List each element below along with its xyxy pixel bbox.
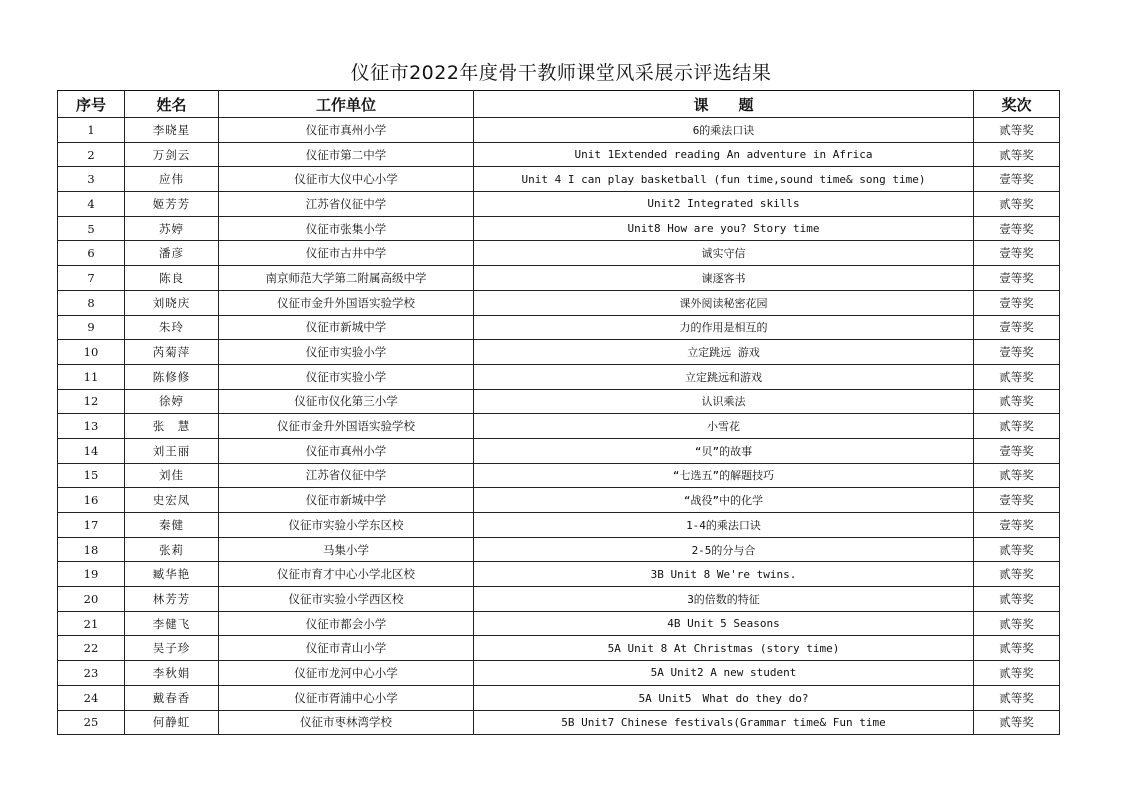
- cell-course: 5B Unit7 Chinese festivals(Grammar time& Fun time: [474, 710, 974, 735]
- cell-award: 壹等奖: [974, 216, 1060, 241]
- cell-award: 壹等奖: [974, 488, 1060, 513]
- cell-index: 18: [58, 537, 125, 562]
- cell-name: 吴子珍: [125, 636, 219, 661]
- table-row: [58, 562, 1060, 587]
- header-name: 姓名: [125, 91, 219, 118]
- cell-name: 刘晓庆: [125, 290, 219, 315]
- cell-name: 张莉: [125, 537, 219, 562]
- cell-award: 贰等奖: [974, 562, 1060, 587]
- cell-name: 刘佳: [125, 463, 219, 488]
- table-row: [58, 611, 1060, 636]
- cell-award: 贰等奖: [974, 636, 1060, 661]
- cell-award: 贰等奖: [974, 142, 1060, 167]
- cell-award: 贰等奖: [974, 192, 1060, 217]
- cell-name: 李晓星: [125, 118, 219, 143]
- cell-award: 贰等奖: [974, 611, 1060, 636]
- cell-unit: 仪征市新城中学: [219, 488, 474, 513]
- cell-index: 5: [58, 216, 125, 241]
- cell-course: 5A Unit2 A new student: [474, 661, 974, 686]
- table-row: [58, 537, 1060, 562]
- cell-unit: 仪征市枣林湾学校: [219, 710, 474, 735]
- cell-index: 16: [58, 488, 125, 513]
- cell-course: 认识乘法: [474, 389, 974, 414]
- cell-unit: 仪征市第二中学: [219, 142, 474, 167]
- table-row: [58, 587, 1060, 612]
- cell-index: 6: [58, 241, 125, 266]
- cell-course: 5A Unit5 What do they do?: [474, 685, 974, 710]
- cell-course: “七选五”的解题技巧: [474, 463, 974, 488]
- header-unit: 工作单位: [219, 91, 474, 118]
- cell-index: 12: [58, 389, 125, 414]
- cell-name: 张 慧: [125, 414, 219, 439]
- document-title: 仪征市2022年度骨干教师课堂风采展示评选结果: [350, 62, 772, 84]
- cell-course: 2-5的分与合: [474, 537, 974, 562]
- table-row: [58, 364, 1060, 389]
- cell-name: 林芳芳: [125, 587, 219, 612]
- table-row: [58, 463, 1060, 488]
- cell-award: 贰等奖: [974, 661, 1060, 686]
- cell-name: 刘王丽: [125, 438, 219, 463]
- cell-award: 壹等奖: [974, 241, 1060, 266]
- cell-name: 陈良: [125, 266, 219, 291]
- cell-award: 贰等奖: [974, 587, 1060, 612]
- cell-index: 1: [58, 118, 125, 143]
- cell-index: 19: [58, 562, 125, 587]
- cell-unit: 仪征市金升外国语实验学校: [219, 414, 474, 439]
- cell-award: 贰等奖: [974, 414, 1060, 439]
- header-row: [58, 91, 1060, 118]
- cell-course: 课外阅读秘密花园: [474, 290, 974, 315]
- cell-unit: 仪征市胥浦中心小学: [219, 685, 474, 710]
- cell-name: 何静虹: [125, 710, 219, 735]
- cell-index: 15: [58, 463, 125, 488]
- cell-index: 2: [58, 142, 125, 167]
- cell-course: 3B Unit 8 We're twins.: [474, 562, 974, 587]
- cell-award: 壹等奖: [974, 340, 1060, 365]
- cell-name: 徐婷: [125, 389, 219, 414]
- cell-name: 戴春香: [125, 685, 219, 710]
- cell-unit: 仪征市真州小学: [219, 438, 474, 463]
- table-row: [58, 241, 1060, 266]
- table-row: [58, 118, 1060, 143]
- table-row: [58, 710, 1060, 735]
- cell-course: 4B Unit 5 Seasons: [474, 611, 974, 636]
- cell-course: Unit 4 I can play basketball (fun time,sound time& song time): [474, 167, 974, 192]
- cell-name: 姬芳芳: [125, 192, 219, 217]
- cell-course: Unit8 How are you? Story time: [474, 216, 974, 241]
- cell-name: 李健飞: [125, 611, 219, 636]
- cell-name: 陈修修: [125, 364, 219, 389]
- table-row: [58, 488, 1060, 513]
- cell-name: 李秋娟: [125, 661, 219, 686]
- cell-index: 10: [58, 340, 125, 365]
- cell-name: 史宏凤: [125, 488, 219, 513]
- cell-course: “贝”的故事: [474, 438, 974, 463]
- cell-course: 立定跳远 游戏: [474, 340, 974, 365]
- cell-unit: 江苏省仪征中学: [219, 463, 474, 488]
- results-table: [57, 90, 1060, 735]
- cell-course: 谏逐客书: [474, 266, 974, 291]
- cell-unit: 仪征市龙河中心小学: [219, 661, 474, 686]
- cell-unit: 江苏省仪征中学: [219, 192, 474, 217]
- cell-index: 17: [58, 513, 125, 538]
- cell-unit: 仪征市真州小学: [219, 118, 474, 143]
- cell-award: 贰等奖: [974, 463, 1060, 488]
- cell-unit: 仪征市都会小学: [219, 611, 474, 636]
- table-row: [58, 340, 1060, 365]
- cell-name: 芮菊萍: [125, 340, 219, 365]
- header-index: 序号: [58, 91, 125, 118]
- table-row: [58, 216, 1060, 241]
- cell-course: 1-4的乘法口诀: [474, 513, 974, 538]
- cell-course: 立定跳远和游戏: [474, 364, 974, 389]
- cell-name: 朱玲: [125, 315, 219, 340]
- cell-unit: 仪征市青山小学: [219, 636, 474, 661]
- cell-award: 壹等奖: [974, 167, 1060, 192]
- table-row: [58, 636, 1060, 661]
- table-row: [58, 142, 1060, 167]
- cell-unit: 仪征市育才中心小学北区校: [219, 562, 474, 587]
- cell-award: 贰等奖: [974, 118, 1060, 143]
- cell-index: 3: [58, 167, 125, 192]
- cell-course: 小雪花: [474, 414, 974, 439]
- cell-award: 贰等奖: [974, 389, 1060, 414]
- cell-unit: 仪征市实验小学: [219, 340, 474, 365]
- cell-index: 7: [58, 266, 125, 291]
- cell-course: 力的作用是相互的: [474, 315, 974, 340]
- cell-index: 8: [58, 290, 125, 315]
- table-row: [58, 167, 1060, 192]
- cell-index: 25: [58, 710, 125, 735]
- cell-course: “战役”中的化学: [474, 488, 974, 513]
- cell-course: 诚实守信: [474, 241, 974, 266]
- cell-index: 14: [58, 438, 125, 463]
- cell-unit: 仪征市仪化第三小学: [219, 389, 474, 414]
- cell-unit: 仪征市实验小学: [219, 364, 474, 389]
- cell-award: 贰等奖: [974, 685, 1060, 710]
- cell-name: 秦健: [125, 513, 219, 538]
- cell-index: 21: [58, 611, 125, 636]
- cell-unit: 仪征市新城中学: [219, 315, 474, 340]
- table-row: [58, 661, 1060, 686]
- cell-unit: 仪征市实验小学西区校: [219, 587, 474, 612]
- table-row: [58, 192, 1060, 217]
- table-row: [58, 315, 1060, 340]
- cell-index: 13: [58, 414, 125, 439]
- cell-unit: 仪征市实验小学东区校: [219, 513, 474, 538]
- table-body: [58, 118, 1060, 735]
- table-row: [58, 389, 1060, 414]
- cell-course: 5A Unit 8 At Christmas (story time): [474, 636, 974, 661]
- table-row: [58, 414, 1060, 439]
- cell-name: 万剑云: [125, 142, 219, 167]
- table-row: [58, 290, 1060, 315]
- table-row: [58, 513, 1060, 538]
- cell-award: 贰等奖: [974, 710, 1060, 735]
- cell-course: Unit2 Integrated skills: [474, 192, 974, 217]
- cell-unit: 仪征市古井中学: [219, 241, 474, 266]
- table-row: [58, 685, 1060, 710]
- cell-award: 壹等奖: [974, 266, 1060, 291]
- header-course: 课 题: [474, 91, 974, 118]
- cell-unit: 仪征市大仪中心小学: [219, 167, 474, 192]
- cell-course: 3的倍数的特征: [474, 587, 974, 612]
- cell-award: 壹等奖: [974, 315, 1060, 340]
- cell-unit: 仪征市金升外国语实验学校: [219, 290, 474, 315]
- table-row: [58, 438, 1060, 463]
- cell-award: 壹等奖: [974, 513, 1060, 538]
- cell-index: 20: [58, 587, 125, 612]
- cell-course: 6的乘法口诀: [474, 118, 974, 143]
- cell-index: 23: [58, 661, 125, 686]
- cell-name: 臧华艳: [125, 562, 219, 587]
- cell-unit: 马集小学: [219, 537, 474, 562]
- cell-name: 潘彦: [125, 241, 219, 266]
- cell-name: 苏婷: [125, 216, 219, 241]
- cell-award: 贰等奖: [974, 364, 1060, 389]
- table-row: [58, 266, 1060, 291]
- cell-index: 22: [58, 636, 125, 661]
- cell-name: 应伟: [125, 167, 219, 192]
- cell-index: 4: [58, 192, 125, 217]
- cell-award: 壹等奖: [974, 438, 1060, 463]
- cell-index: 24: [58, 685, 125, 710]
- cell-index: 11: [58, 364, 125, 389]
- cell-award: 壹等奖: [974, 290, 1060, 315]
- cell-award: 贰等奖: [974, 537, 1060, 562]
- cell-unit: 仪征市张集小学: [219, 216, 474, 241]
- cell-unit: 南京师范大学第二附属高级中学: [219, 266, 474, 291]
- cell-course: Unit 1Extended reading An adventure in Africa: [474, 142, 974, 167]
- header-award: 奖次: [974, 91, 1060, 118]
- cell-index: 9: [58, 315, 125, 340]
